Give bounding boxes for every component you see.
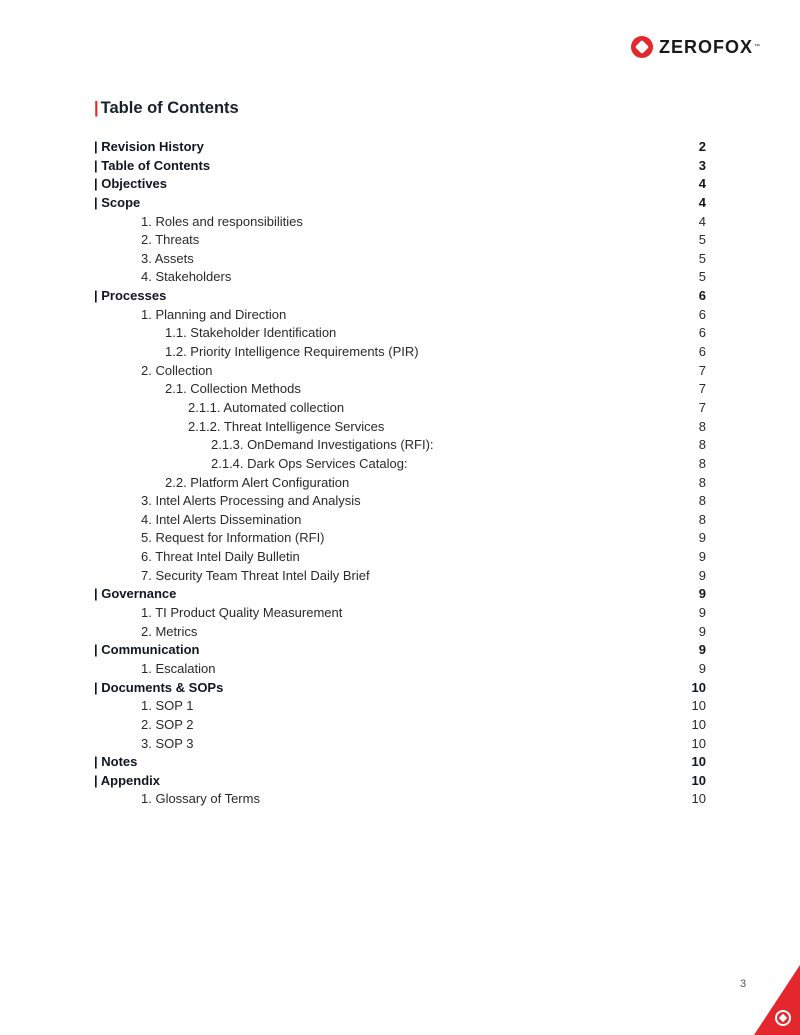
toc-entry-page: 9 [698, 642, 706, 658]
toc-entry-title[interactable]: | Table of Contents [94, 157, 211, 173]
toc-entry-page: 6 [698, 306, 706, 322]
toc-entry-page: 4 [698, 176, 706, 192]
toc-entry[interactable] [94, 624, 706, 643]
toc-entry-title[interactable]: 3. SOP 3 [141, 735, 194, 751]
toc-entry-title[interactable]: 2. SOP 2 [141, 716, 194, 732]
toc-entry[interactable] [94, 307, 706, 326]
toc-entry-page: 10 [691, 754, 706, 770]
toc-entry-page: 10 [691, 772, 706, 788]
toc-entry-title[interactable]: | Documents & SOPs [94, 679, 224, 695]
toc-entry-title[interactable]: 1. Glossary of Terms [141, 791, 260, 807]
toc-entry-page: 9 [698, 567, 706, 583]
toc-entry-page: 8 [698, 511, 706, 527]
toc-entry-title[interactable]: 4. Stakeholders [141, 269, 232, 285]
toc-entry[interactable] [94, 549, 706, 568]
toc-entry-page: 9 [698, 549, 706, 565]
toc-entry-title[interactable]: | Revision History [94, 139, 204, 154]
toc-entry-title[interactable]: 2.1.2. Threat Intelligence Services [188, 418, 385, 434]
trademark-mark: ™ [754, 44, 760, 50]
toc-entry-page: 9 [698, 623, 706, 639]
toc-entry[interactable] [94, 475, 706, 494]
toc-entry[interactable] [94, 437, 706, 456]
toc-entry-title[interactable]: | Appendix [94, 772, 160, 788]
toc-entry-title[interactable]: 1. SOP 1 [141, 698, 194, 714]
toc-entry[interactable] [94, 736, 706, 755]
toc-entry-page: 2 [698, 139, 706, 154]
toc-entry[interactable] [94, 605, 706, 624]
toc-entry[interactable] [94, 661, 706, 680]
toc-entry-page: 9 [698, 586, 706, 602]
toc-entry-page: 10 [691, 716, 706, 732]
toc-entry[interactable] [94, 791, 706, 810]
toc-entry-title[interactable]: 1. Escalation [141, 660, 216, 676]
toc-entry-title[interactable]: 6. Threat Intel Daily Bulletin [141, 549, 300, 565]
toc-entry[interactable] [94, 288, 706, 307]
zerofox-logo [631, 36, 760, 58]
toc-entry-title[interactable]: 2. Collection [141, 362, 213, 378]
toc-entry-page: 5 [698, 232, 706, 248]
toc-entry-title[interactable]: 2.2. Platform Alert Configuration [165, 474, 350, 490]
toc-entry-title[interactable]: | Governance [94, 586, 177, 602]
page-number: 3 [740, 978, 747, 990]
table-of-contents [94, 139, 706, 810]
toc-entry[interactable] [94, 158, 706, 177]
toc-entry-title[interactable]: 1.2. Priority Intelligence Requirements (PIR) [165, 344, 419, 360]
page-title-text: Table of Contents [100, 99, 239, 117]
toc-entry[interactable] [94, 214, 706, 233]
toc-entry-title[interactable]: 2. Metrics [141, 623, 198, 639]
toc-entry-title[interactable]: 2. Threats [141, 232, 200, 248]
toc-entry[interactable] [94, 176, 706, 195]
toc-entry[interactable] [94, 251, 706, 270]
toc-entry[interactable] [94, 642, 706, 661]
toc-entry[interactable] [94, 139, 706, 158]
toc-entry-page: 9 [698, 530, 706, 546]
toc-entry-title[interactable]: | Scope [94, 194, 141, 210]
toc-entry-page: 9 [698, 605, 706, 621]
toc-entry-title[interactable]: 2.1.1. Automated collection [188, 399, 345, 415]
title-accent-bar: | [94, 99, 99, 117]
toc-entry-title[interactable]: 4. Intel Alerts Dissemination [141, 511, 302, 527]
toc-entry-page: 10 [691, 791, 706, 807]
toc-entry-page: 5 [698, 250, 706, 266]
toc-entry-page: 7 [698, 381, 706, 397]
toc-entry-page: 8 [698, 474, 706, 490]
toc-entry[interactable] [94, 381, 706, 400]
toc-entry[interactable] [94, 232, 706, 251]
fox-corner-icon [775, 1010, 791, 1026]
toc-entry-page: 6 [698, 344, 706, 360]
toc-entry-page: 6 [698, 325, 706, 341]
toc-entry[interactable] [94, 419, 706, 438]
toc-entry[interactable] [94, 717, 706, 736]
toc-entry-page: 4 [698, 194, 706, 210]
toc-entry[interactable] [94, 195, 706, 214]
toc-entry-page: 8 [698, 493, 706, 509]
toc-entry-title[interactable]: 7. Security Team Threat Intel Daily Brief [141, 567, 370, 583]
toc-entry-title[interactable]: 2.1.4. Dark Ops Services Catalog: [211, 455, 408, 471]
toc-entry-page: 8 [698, 437, 706, 453]
corner-accent [754, 965, 800, 1035]
toc-entry-page: 7 [698, 362, 706, 378]
toc-entry[interactable] [94, 400, 706, 419]
toc-entry-title[interactable]: 2.1.3. OnDemand Investigations (RFI): [211, 437, 434, 453]
toc-entry[interactable] [94, 754, 706, 773]
toc-entry-title[interactable]: 1. Planning and Direction [141, 306, 287, 322]
page-title [94, 99, 239, 118]
toc-entry-page: 4 [698, 213, 706, 229]
toc-entry[interactable] [94, 512, 706, 531]
toc-entry-page: 3 [698, 157, 706, 173]
toc-entry-page: 10 [691, 735, 706, 751]
toc-entry-page: 10 [691, 679, 706, 695]
toc-entry-title[interactable]: 1.1. Stakeholder Identification [165, 325, 337, 341]
toc-entry-page: 10 [691, 698, 706, 714]
toc-entry[interactable] [94, 344, 706, 363]
toc-entry[interactable] [94, 530, 706, 549]
toc-entry-title[interactable]: 5. Request for Information (RFI) [141, 530, 325, 546]
toc-entry-page: 7 [698, 399, 706, 415]
toc-entry-title[interactable]: 1. Roles and responsibilities [141, 213, 303, 229]
toc-entry[interactable] [94, 698, 706, 717]
toc-entry[interactable] [94, 680, 706, 699]
toc-entry-title[interactable]: 3. Assets [141, 250, 194, 266]
toc-entry-page: 8 [698, 418, 706, 434]
toc-entry-title[interactable]: | Notes [94, 754, 138, 770]
toc-entry[interactable] [94, 456, 706, 475]
toc-entry-page: 8 [698, 455, 706, 471]
toc-entry-title[interactable]: 1. TI Product Quality Measurement [141, 605, 343, 621]
toc-entry-title[interactable]: | Objectives [94, 176, 168, 192]
toc-entry[interactable] [94, 568, 706, 587]
fox-shield-icon [631, 36, 653, 58]
toc-entry[interactable] [94, 363, 706, 382]
toc-entry-title[interactable]: 2.1. Collection Methods [165, 381, 301, 397]
toc-entry[interactable] [94, 493, 706, 512]
toc-entry[interactable] [94, 269, 706, 288]
toc-entry-page: 6 [698, 288, 706, 304]
toc-entry-page: 9 [698, 660, 706, 676]
brand-name: ZEROFOX [658, 36, 753, 57]
toc-entry-title[interactable]: | Processes [94, 288, 167, 304]
toc-entry[interactable] [94, 325, 706, 344]
toc-entry-page: 5 [698, 269, 706, 285]
toc-entry-title[interactable]: | Communication [94, 642, 200, 658]
toc-entry[interactable] [94, 586, 706, 605]
toc-entry[interactable] [94, 773, 706, 792]
toc-entry-title[interactable]: 3. Intel Alerts Processing and Analysis [141, 493, 361, 509]
